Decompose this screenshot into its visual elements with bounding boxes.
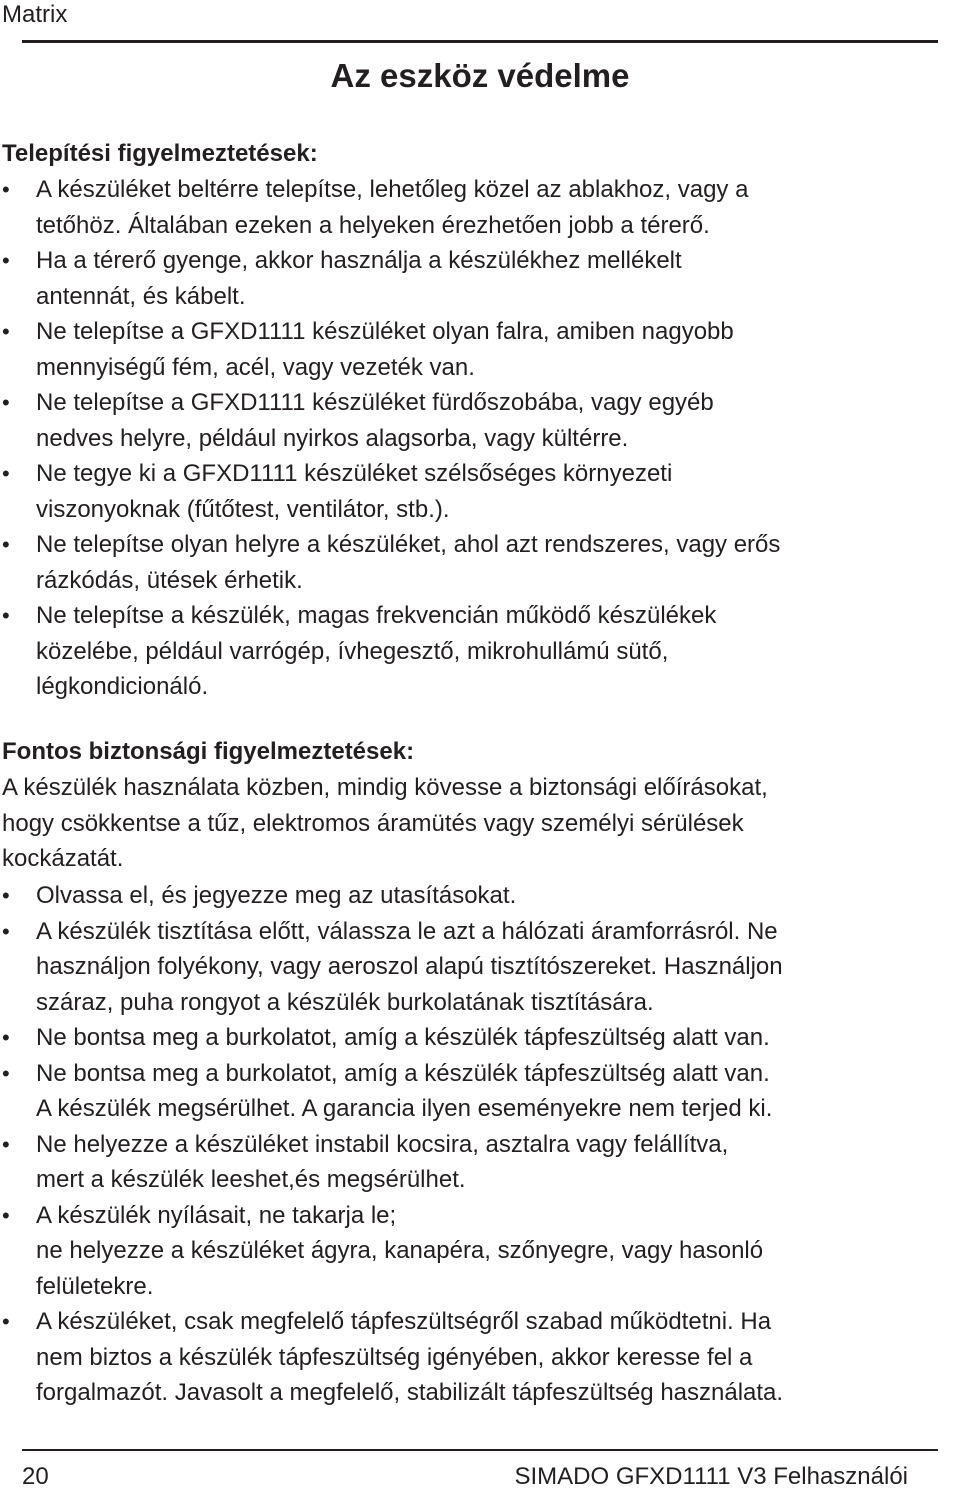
list-item-text: Ne tegye ki a GFXD1111 készüléket szélsőséges környezeti viszonyoknak (fűtőtest, ventilátor, stb.). (36, 460, 673, 523)
list-item-text: Olvassa el, és jegyezze meg az utasításokat. (36, 882, 517, 909)
bullet-icon: • (2, 1025, 10, 1050)
list-item-text: A készülék tisztítása előtt, válassza le azt a hálózati áramforrásról. Ne használjon folyékony, vagy aeroszol alapú tisztítószereket. Használjon száraz, puha rongyot a készülék burkolatának tisztítására. (36, 917, 783, 1016)
list-item-text: Ne telepítse olyan helyre a készüléket, ahol azt rendszeres, vagy erős rázkódás, ütések érhetik. (36, 531, 781, 594)
list-item-text: Ne bontsa meg a burkolatot, amíg a készülék tápfeszültség alatt van. (36, 1024, 770, 1051)
list-item-text: Ne helyezze a készüléket instabil kocsira, asztalra vagy felállítva, mert a készülék leeshet,és megsérülhet. (36, 1130, 729, 1193)
list-item-text: Ne telepítse a GFXD1111 készüléket fürdőszobába, vagy egyéb nedves helyre, például nyirkos alagsorba, vagy kültérre. (36, 389, 714, 452)
list-item (0, 1020, 958, 1056)
installation-warnings-list (0, 172, 958, 705)
bullet-icon: • (2, 1131, 10, 1157)
list-item (0, 456, 958, 527)
list-item-text: A készülék nyílásait, ne takarja le; ne helyezze a készüléket ágyra, kanapéra, szőnyegre, vagy hasonló felületekre. (36, 1201, 764, 1300)
list-item-text: Ne bontsa meg a burkolatot, amíg a készülék tápfeszültség alatt van. A készülék megsérülhet. A garancia ilyen eseményekre nem terjed ki. (36, 1059, 773, 1122)
list-item-text: A készüléket, csak megfelelő tápfeszültségről szabad működtetni. Ha nem biztos a készülék tápfeszültség igényében, akkor keresse fel a forgalmazót. Javasolt a megfelelő, stabilizált tápfeszültség használata. (36, 1308, 784, 1406)
header-divider (22, 40, 938, 43)
page-number: 20 (22, 1463, 49, 1490)
list-item (0, 598, 958, 705)
bullet-icon: • (2, 390, 10, 415)
brand-label: Matrix (2, 1, 68, 28)
list-item (0, 1127, 958, 1198)
bullet-icon: • (2, 319, 10, 344)
list-item (0, 385, 958, 456)
list-item (0, 243, 958, 314)
bullet-icon: • (2, 177, 10, 202)
bullet-icon: • (2, 603, 10, 628)
bullet-icon: • (2, 1202, 10, 1228)
safety-warnings-list (0, 878, 958, 1411)
list-item-text: Ha a térerő gyenge, akkor használja a készülékhez mellékelt antennát, és kábelt. (36, 247, 682, 310)
safety-warnings-heading: Fontos biztonsági figyelmeztetések: (2, 738, 415, 765)
list-item (0, 1056, 958, 1127)
installation-warnings-heading: Telepítési figyelmeztetések: (2, 140, 318, 167)
footer-document-title: SIMADO GFXD1111 V3 Felhasználói (514, 1463, 908, 1490)
list-item (0, 1304, 958, 1411)
bullet-icon: • (2, 1309, 10, 1334)
list-item-text: Ne telepítse a GFXD1111 készüléket olyan falra, amiben nagyobb mennyiségű fém, acél, vagy vezeték van. (36, 318, 734, 381)
list-item (0, 878, 958, 914)
list-item (0, 1198, 958, 1305)
list-item (0, 914, 958, 1021)
safety-intro-paragraph: A készülék használata közben, mindig kövesse a biztonsági előírásokat, hogy csökkentse a tűz, elektromos áramütés vagy személyi sérülések kockázatát. (2, 774, 768, 872)
list-item (0, 314, 958, 385)
bullet-icon: • (2, 532, 10, 557)
bullet-icon: • (2, 918, 10, 944)
list-item (0, 172, 958, 243)
list-item (0, 527, 958, 598)
bullet-icon: • (2, 248, 10, 273)
footer-divider (22, 1449, 938, 1451)
bullet-icon: • (2, 461, 10, 486)
page-title: Az eszköz védelme (330, 57, 630, 94)
bullet-icon: • (2, 883, 10, 908)
bullet-icon: • (2, 1060, 10, 1086)
list-item-text: A készüléket beltérre telepítse, lehetőleg közel az ablakhoz, vagy a tetőhöz. Általában ezeken a helyeken érezhetően jobb a térerő. (36, 176, 749, 239)
list-item-text: Ne telepítse a készülék, magas frekvencián működő készülékek közelébe, például varrógép, ívhegesztő, mikrohullámú sütő, légkondicionáló. (36, 602, 717, 700)
